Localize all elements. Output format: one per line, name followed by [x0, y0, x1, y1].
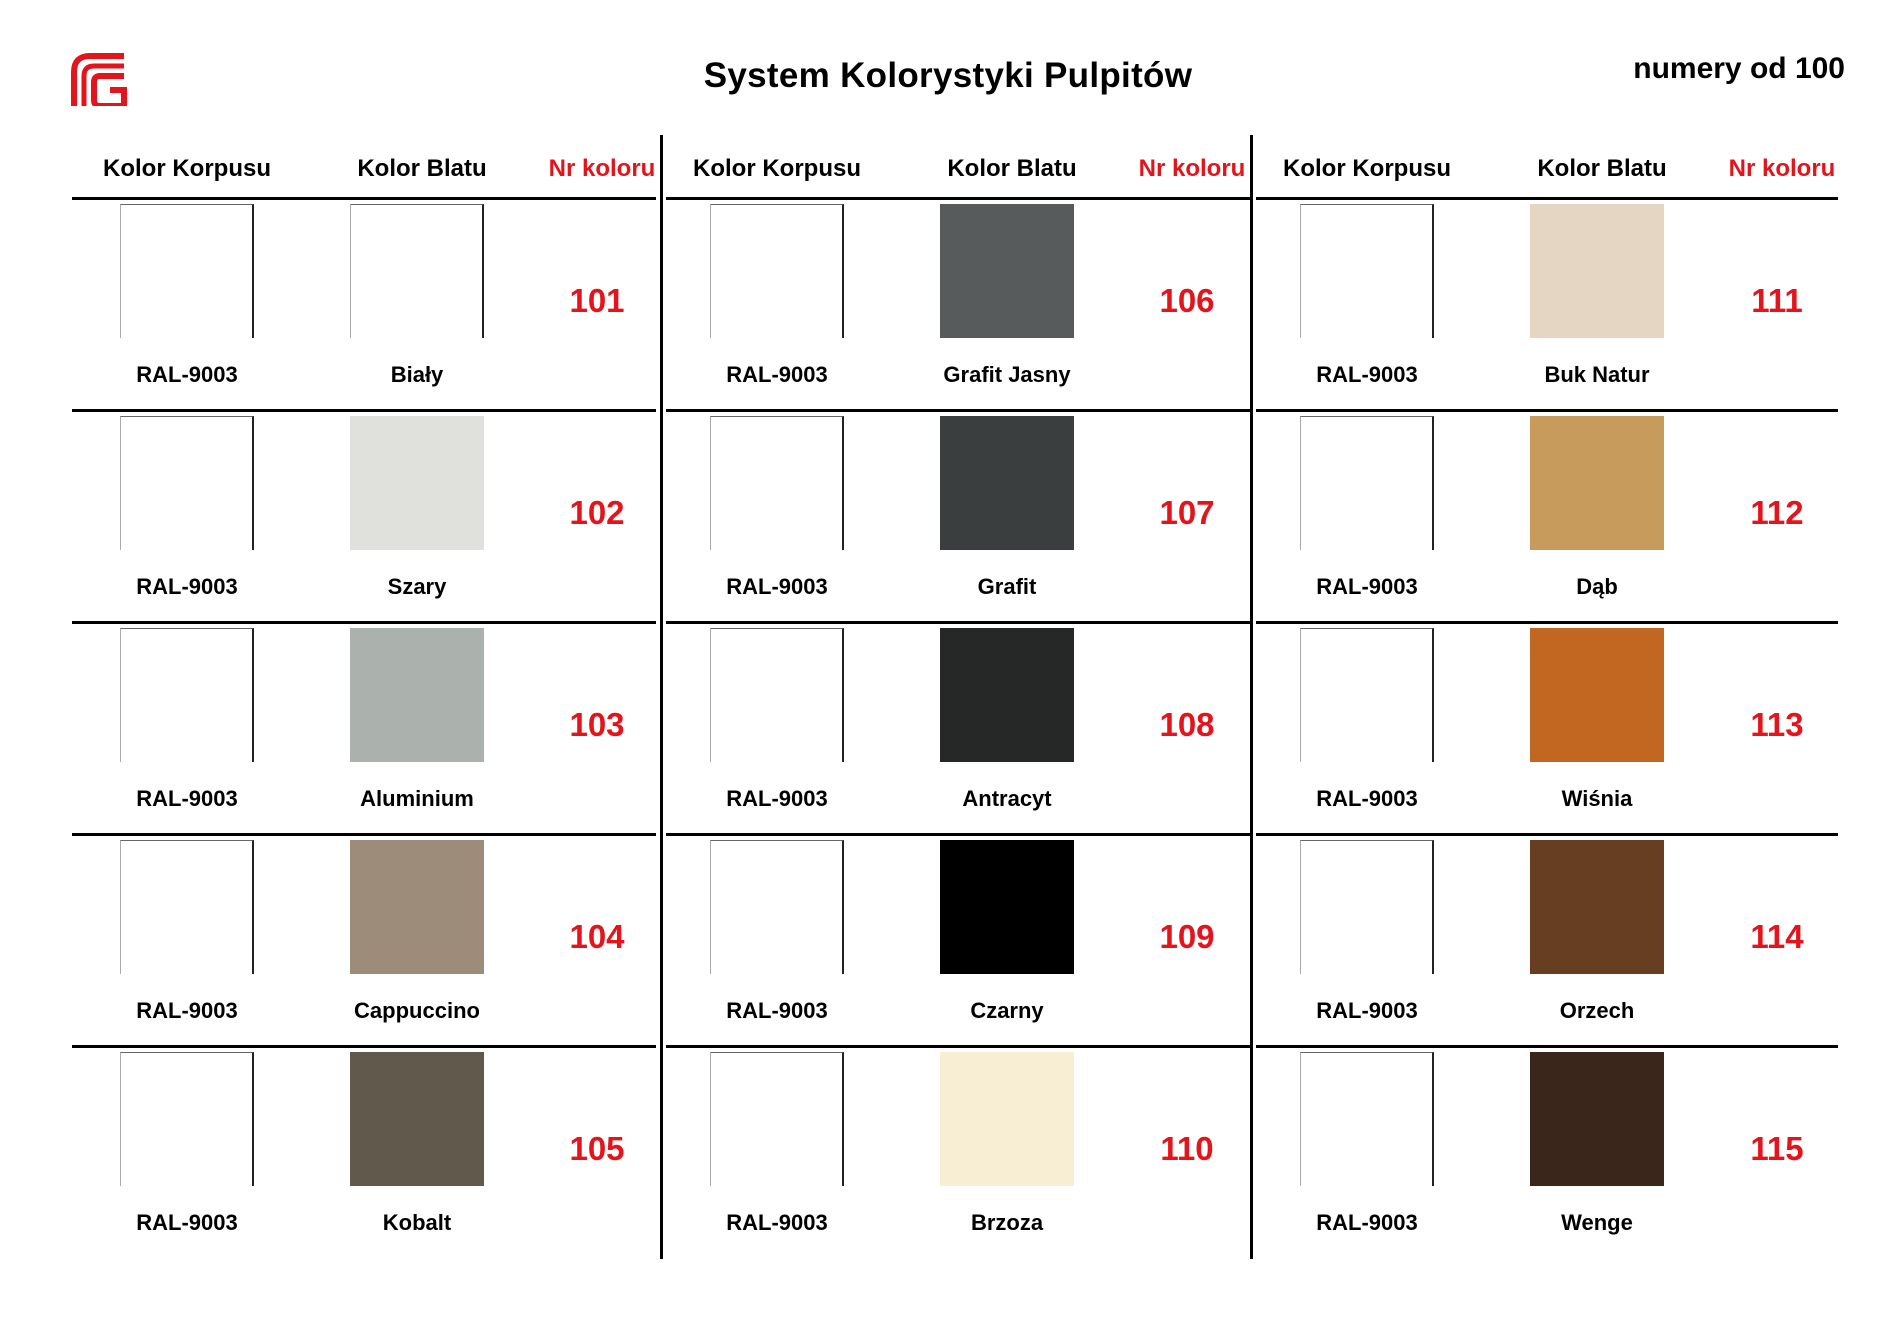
body-color-swatch	[1300, 204, 1434, 338]
body-color-swatch	[120, 416, 254, 550]
top-color-name: Dąb	[1576, 574, 1618, 599]
row-divider	[666, 621, 1250, 624]
top-color-name: Czarny	[970, 998, 1044, 1023]
top-color-swatch	[1530, 1052, 1664, 1186]
row-divider	[666, 1045, 1250, 1048]
header-body-color: Kolor Korpusu	[1283, 155, 1451, 182]
body-color-name: RAL-9003	[726, 574, 828, 599]
color-number: 112	[1750, 494, 1804, 531]
body-color-name: RAL-9003	[136, 786, 238, 811]
top-color-name: Antracyt	[962, 786, 1052, 811]
color-number: 109	[1159, 918, 1215, 955]
row-divider	[1256, 1045, 1838, 1048]
body-color-name: RAL-9003	[136, 574, 238, 599]
body-color-swatch	[710, 628, 844, 762]
row-divider	[1256, 621, 1838, 624]
body-color-name: RAL-9003	[1316, 574, 1418, 599]
header-top-color: Kolor Blatu	[947, 155, 1077, 182]
top-color-swatch	[350, 204, 484, 338]
row-divider	[72, 409, 656, 412]
row-divider	[1256, 197, 1838, 200]
header-body-color: Kolor Korpusu	[693, 155, 861, 182]
group-divider	[1250, 135, 1253, 1259]
body-color-name: RAL-9003	[136, 1210, 238, 1235]
header-color-number: Nr koloru	[1138, 155, 1246, 182]
top-color-swatch	[940, 840, 1074, 974]
number-range-label: numery od 100	[1633, 52, 1845, 85]
color-number: 108	[1159, 706, 1215, 743]
color-number: 103	[569, 706, 625, 743]
group-divider	[660, 135, 663, 1259]
top-color-name: Brzoza	[970, 1210, 1044, 1235]
body-color-swatch	[120, 840, 254, 974]
body-color-name: RAL-9003	[726, 1210, 828, 1235]
top-color-name: Grafit	[977, 574, 1037, 599]
top-color-name: Grafit Jasny	[943, 362, 1071, 387]
body-color-swatch	[710, 1052, 844, 1186]
top-color-name: Aluminium	[360, 786, 474, 811]
color-number: 114	[1750, 918, 1804, 955]
body-color-swatch	[1300, 628, 1434, 762]
row-divider	[1256, 833, 1838, 836]
body-color-name: RAL-9003	[1316, 1210, 1418, 1235]
body-color-name: RAL-9003	[1316, 998, 1418, 1023]
top-color-swatch	[940, 628, 1074, 762]
body-color-name: RAL-9003	[726, 362, 828, 387]
top-color-swatch	[1530, 416, 1664, 550]
top-color-swatch	[1530, 204, 1664, 338]
body-color-swatch	[710, 204, 844, 338]
header-color-number: Nr koloru	[548, 155, 656, 182]
top-color-name: Szary	[387, 574, 447, 599]
page-title: System Kolorystyki Pulpitów	[703, 56, 1193, 95]
body-color-swatch	[120, 1052, 254, 1186]
body-color-swatch	[710, 416, 844, 550]
color-number: 110	[1160, 1130, 1214, 1167]
top-color-name: Cappuccino	[354, 998, 480, 1023]
body-color-swatch	[1300, 416, 1434, 550]
body-color-swatch	[1300, 840, 1434, 974]
top-color-name: Biały	[390, 362, 444, 387]
body-color-swatch	[1300, 1052, 1434, 1186]
row-divider	[666, 833, 1250, 836]
body-color-swatch	[120, 204, 254, 338]
body-color-name: RAL-9003	[1316, 786, 1418, 811]
color-number: 115	[1750, 1130, 1804, 1167]
body-color-name: RAL-9003	[136, 998, 238, 1023]
row-divider	[1256, 409, 1838, 412]
body-color-name: RAL-9003	[726, 998, 828, 1023]
color-number: 107	[1159, 494, 1215, 531]
top-color-name: Wenge	[1561, 1210, 1633, 1235]
row-divider	[666, 197, 1250, 200]
top-color-name: Wiśnia	[1561, 786, 1633, 811]
body-color-name: RAL-9003	[726, 786, 828, 811]
body-color-name: RAL-9003	[1316, 362, 1418, 387]
color-number: 104	[569, 918, 625, 955]
header-top-color: Kolor Blatu	[357, 155, 487, 182]
top-color-swatch	[940, 204, 1074, 338]
top-color-swatch	[350, 416, 484, 550]
top-color-swatch	[350, 1052, 484, 1186]
header-color-number: Nr koloru	[1728, 155, 1836, 182]
header-body-color: Kolor Korpusu	[103, 155, 271, 182]
color-number: 101	[569, 282, 625, 319]
row-divider	[72, 621, 656, 624]
top-color-swatch	[350, 840, 484, 974]
header-top-color: Kolor Blatu	[1537, 155, 1667, 182]
body-color-swatch	[710, 840, 844, 974]
color-number: 102	[569, 494, 625, 531]
top-color-swatch	[940, 1052, 1074, 1186]
row-divider	[72, 1045, 656, 1048]
color-number: 111	[1751, 282, 1803, 319]
row-divider	[72, 833, 656, 836]
top-color-swatch	[350, 628, 484, 762]
color-table	[72, 135, 1844, 1259]
top-color-swatch	[940, 416, 1074, 550]
row-divider	[72, 197, 656, 200]
row-divider	[666, 409, 1250, 412]
color-number: 106	[1159, 282, 1215, 319]
top-color-name: Buk Natur	[1544, 362, 1650, 387]
top-color-name: Kobalt	[382, 1210, 452, 1235]
top-color-name: Orzech	[1559, 998, 1635, 1023]
top-color-swatch	[1530, 628, 1664, 762]
body-color-swatch	[120, 628, 254, 762]
top-color-swatch	[1530, 840, 1664, 974]
body-color-name: RAL-9003	[136, 362, 238, 387]
color-number: 105	[569, 1130, 625, 1167]
color-number: 113	[1750, 706, 1804, 743]
